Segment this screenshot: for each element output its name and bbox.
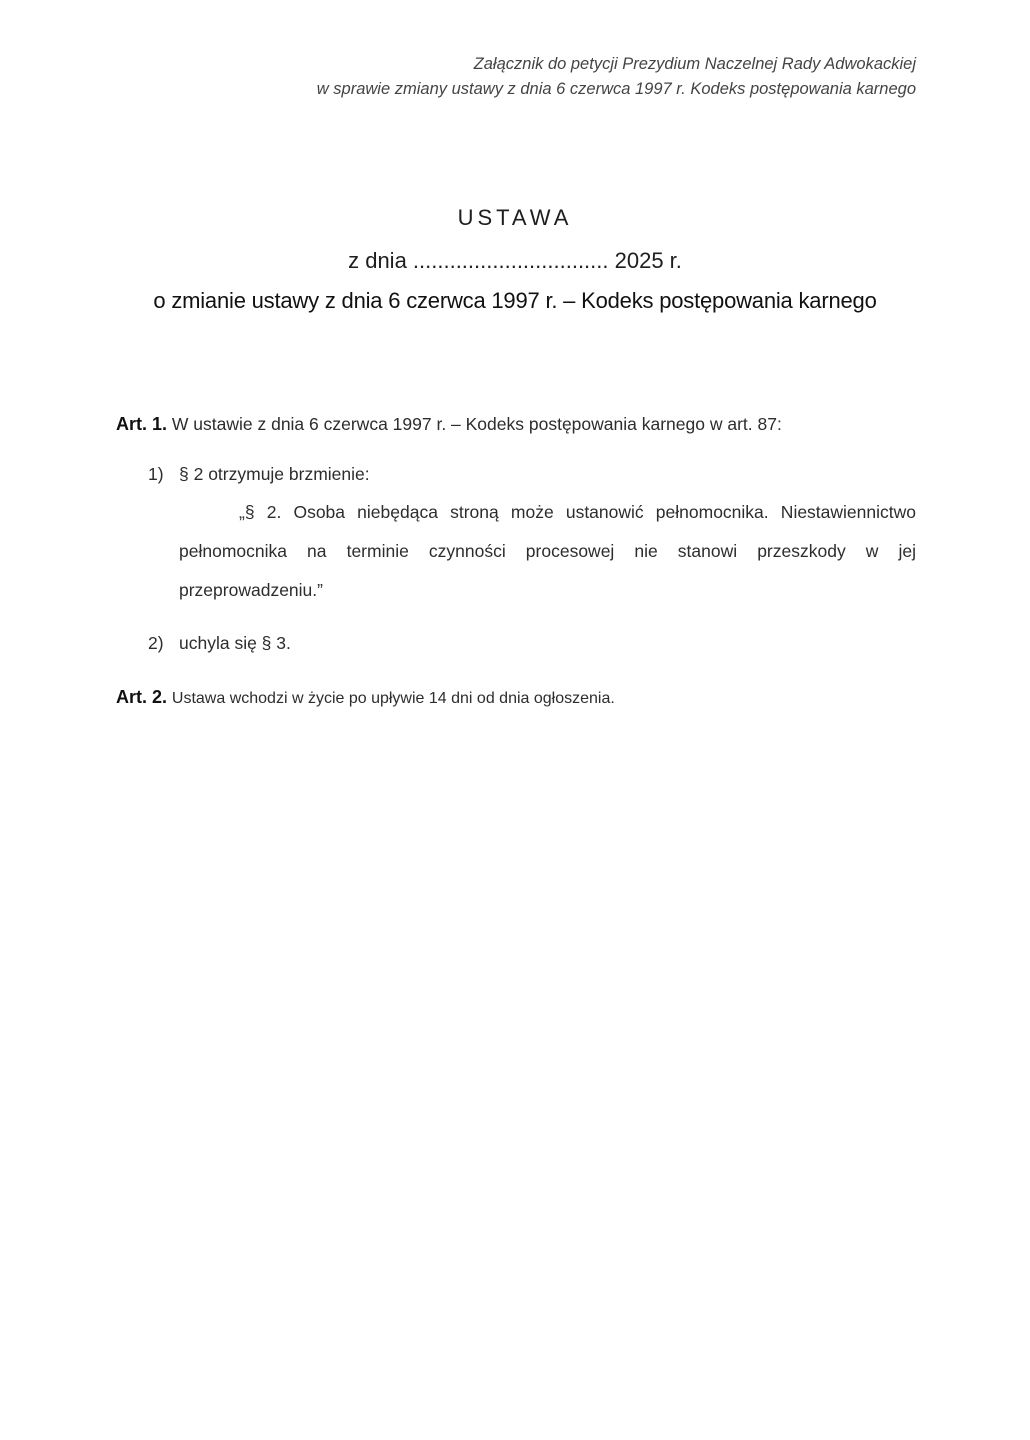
article-1-item-1 (148, 463, 370, 485)
header-line-2: w sprawie zmiany ustawy z dnia 6 czerwca 1997 r. Kodeks postępowania karnego (316, 80, 916, 98)
item-1-number: 1) (148, 464, 164, 484)
document-title: USTAWA (457, 205, 573, 230)
document-subtitle: o zmianie ustawy z dnia 6 czerwca 1997 r. – Kodeks postępowania karnego (153, 288, 877, 313)
article-2-text: Ustawa wchodzi w życie po upływie 14 dni od dnia ogłoszenia. (171, 690, 615, 707)
article-1-item-2 (148, 632, 291, 654)
article-1-text: W ustawie z dnia 6 czerwca 1997 r. – Kodeks postępowania karnego w art. 87: (171, 414, 782, 434)
article-1 (116, 413, 782, 435)
header-line-1: Załącznik do petycji Prezydium Naczelnej Rady Adwokackiej (473, 55, 916, 73)
item-2-text: uchyla się § 3. (179, 633, 291, 653)
item-2-number: 2) (148, 633, 164, 653)
attachment-header (317, 52, 916, 102)
date-line: z dnia ................................ 2025 r. (348, 248, 682, 273)
article-2-label: Art. 2. (116, 687, 168, 707)
amended-paragraph-quote: „§ 2. Osoba niebędąca stroną może ustanowić pełnomocnika. Niestawiennictwo pełnomocnika na terminie czynności procesowej nie stanowi przeszkody w jej przeprowadzeniu.” (179, 502, 916, 600)
item-1-text: § 2 otrzymuje brzmienie: (179, 464, 370, 484)
article-2 (116, 686, 615, 710)
article-1-label: Art. 1. (116, 414, 168, 434)
